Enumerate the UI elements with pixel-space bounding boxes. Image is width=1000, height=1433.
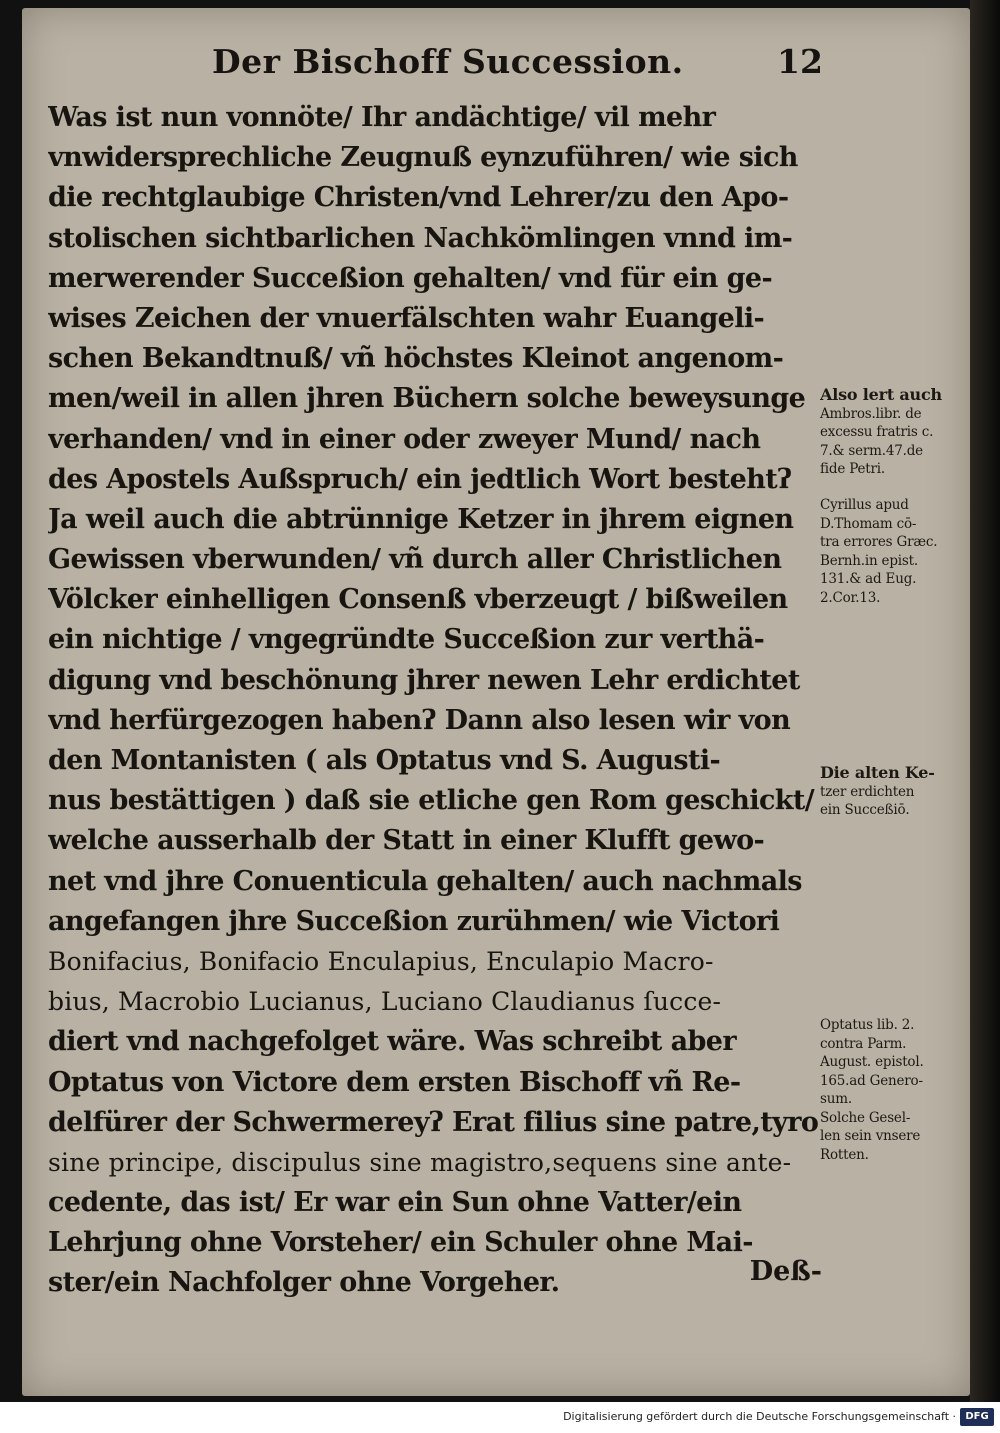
running-head: Der Bischoff Succession. — [212, 42, 684, 81]
text-line: merwerender Succeßion gehalten/ vnd für ein ge- — [48, 262, 773, 294]
margin-note-line: len sein vnsere — [820, 1128, 921, 1144]
margin-note-line: Cyrillus apud — [820, 497, 909, 513]
text-line: Lehrjung ohne Vorsteher/ ein Schuler ohne Mai- — [48, 1227, 753, 1259]
margin-note-line: Solche Gesel- — [820, 1109, 911, 1126]
dfg-logo: DFG — [960, 1408, 994, 1426]
text-line: ster/ein Nachfolger ohne Vorgeher. — [48, 1267, 560, 1299]
catchword: Deß- — [749, 1256, 822, 1287]
margin-note-line: 165.ad Genero- — [820, 1072, 923, 1089]
text-line: sine principe, discipulus sine magistro,sequens sine ante- — [48, 1147, 792, 1177]
margin-note-line: fide Petri. — [820, 461, 885, 477]
text-line: den Montanisten ( als Optatus vnd S. Augusti- — [48, 745, 721, 776]
text-line: digung vnd beschönung jhrer newen Lehr erdichtet — [48, 664, 800, 696]
text-line: stolischen sichtbarlichen Nachkömlingen vnnd im- — [48, 222, 793, 254]
text-line: diert vnd nachgefolget wäre. Was schreibt aber — [48, 1026, 736, 1058]
text-line: Optatus von Victore dem ersten Bischoff vñ Re- — [48, 1066, 741, 1098]
margin-note-cyrillus — [820, 496, 970, 607]
text-line: Bonifacius, Bonifacio Enculapius, Enculapio Macro- — [48, 946, 714, 976]
text-line: welche ausserhalb der Statt in einer Klufft gewo- — [48, 825, 765, 857]
margin-note-line: 2.Cor.13. — [820, 589, 881, 606]
page-edge — [970, 0, 1000, 1402]
text-line: des Apostels Außspruch/ ein jedtlich Wort bestehtʔ — [48, 463, 792, 495]
text-line: delfürer der Schwermereyʔ Erat filius sine patre,tyro — [48, 1106, 818, 1138]
margin-note-optatus — [820, 1016, 970, 1164]
text-line: wises Zeichen der vnuerfälschten wahr Euangeli- — [48, 302, 765, 334]
margin-note-line: contra Parm. — [820, 1035, 907, 1052]
margin-note-ambrosius — [820, 386, 970, 479]
margin-note-line: tra errores Græc. — [820, 534, 938, 550]
margin-note-line: 7.& serm.47.de — [820, 442, 923, 459]
margin-note-line: sum. — [820, 1091, 852, 1107]
text-line: Gewissen vberwunden/ vñ durch aller Christlichen — [48, 544, 782, 576]
main-text-block — [48, 98, 818, 1304]
text-line: schen Bekandtnuß/ vñ höchstes Kleinot angenom- — [48, 343, 784, 375]
funding-notice: Digitalisierung gefördert durch die Deutsche Forschungsgemeinschaft · — [563, 1410, 956, 1423]
margin-note-line: August. epistol. — [820, 1054, 924, 1070]
text-line: net vnd jhre Conuenticula gehalten/ auch nachmals — [48, 865, 802, 897]
margin-note-line: tzer erdichten — [820, 783, 915, 800]
margin-note-line: Bernh.in epist. — [820, 552, 918, 569]
margin-note-line: Rotten. — [820, 1146, 869, 1163]
footer-bar — [0, 1402, 1000, 1433]
text-line: vnwidersprechliche Zeugnuß eynzuführen/ wie sich — [48, 142, 798, 174]
text-line: ein nichtige / vngegründte Succeßion zur verthä- — [48, 624, 765, 656]
text-line: die rechtglaubige Christen/vnd Lehrer/zu den Apo- — [48, 182, 789, 214]
text-line: Völcker einhelligen Consenß vberzeugt / bißweilen — [48, 584, 788, 616]
margin-note-line: Die alten Ke- — [820, 764, 935, 782]
margin-note-ketzer — [820, 764, 970, 820]
page-number: 12 — [777, 42, 823, 81]
margin-note-line: 131.& ad Eug. — [820, 571, 917, 587]
text-line: angefangen jhre Succeßion zurühmen/ wie Victori — [48, 905, 780, 937]
margin-note-line: excessu fratris c. — [820, 424, 934, 440]
text-line: nus bestättigen ) daß sie etliche gen Rom geschickt/ — [48, 785, 815, 817]
text-line: Ja weil auch die abtrünnige Ketzer in jhrem eignen — [48, 503, 794, 535]
text-line: cedente, das ist/ Er war ein Sun ohne Vatter/ein — [48, 1187, 742, 1219]
margin-note-line: D.Thomam cō- — [820, 515, 917, 532]
text-line: verhanden/ vnd in einer oder zweyer Mund/ nach — [48, 423, 761, 455]
margin-note-line: ein Succeßiō. — [820, 802, 910, 818]
margin-note-line: Also lert auch — [820, 386, 942, 404]
text-line: vnd herfürgezogen habenʔ Dann also lesen wir von — [48, 704, 791, 736]
text-line: bius, Macrobio Lucianus, Luciano Claudianus ſucce- — [48, 987, 722, 1017]
margin-note-line: Optatus lib. 2. — [820, 1017, 915, 1033]
margin-note-line: Ambros.libr. de — [820, 405, 922, 422]
text-line: Was ist nun vonnöte/ Ihr andächtige/ vil mehr — [48, 102, 716, 133]
text-line: men/weil in allen jhren Büchern solche beweysunge — [48, 383, 806, 415]
